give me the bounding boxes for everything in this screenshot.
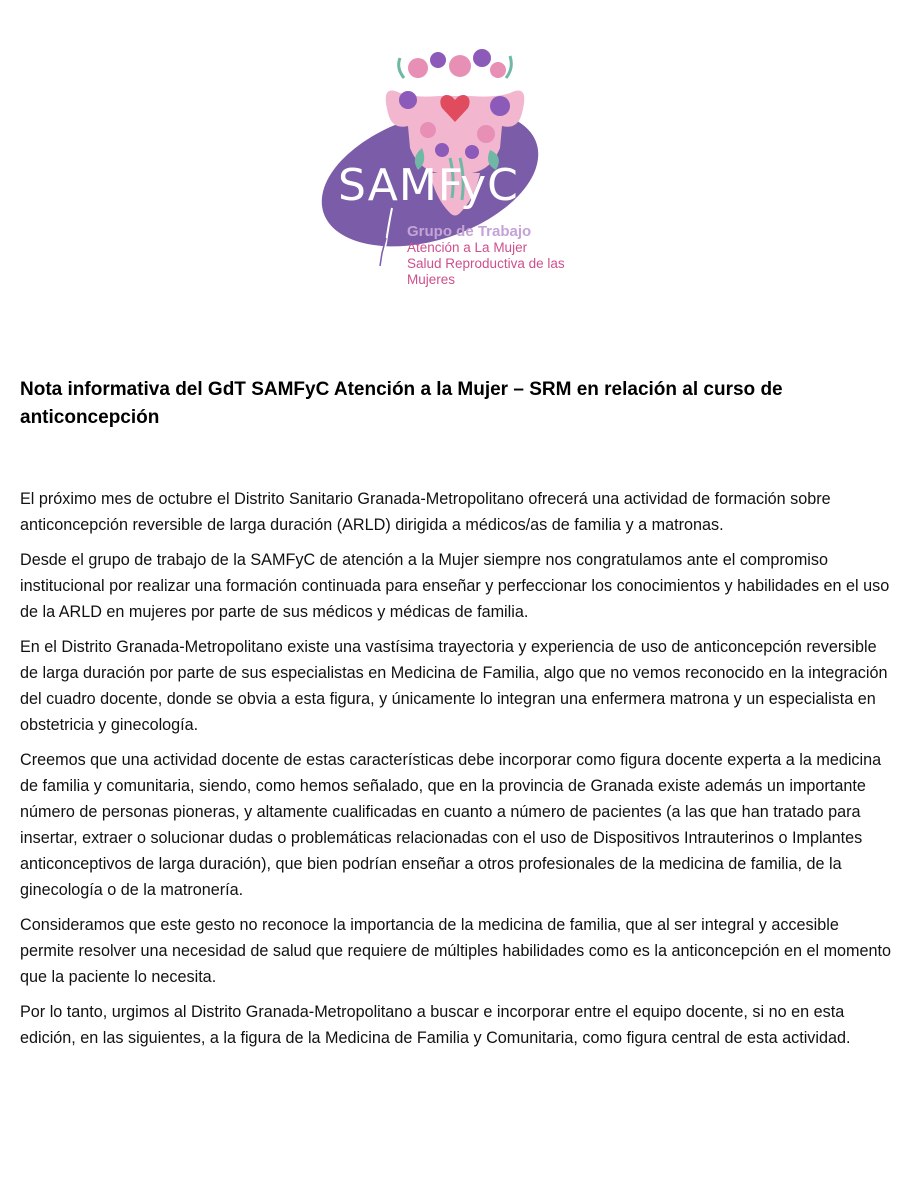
logo-group-title: Grupo de Trabajo (407, 223, 532, 240)
paragraph-1: El próximo mes de octubre el Distrito Sanitario Granada-Metropolitano ofrecerá una actividad de formación sobre anticoncepción reversible de larga duración (ARLD) dirigida a médicos/as de familia y a matronas. (20, 490, 831, 534)
logo-group-line-3: Mujeres (407, 272, 456, 287)
paragraph-4: Creemos que una actividad docente de estas características debe incorporar como figura docente experta a la medicina de familia y comunitaria, siendo, como hemos señalado, que en la provincia de Granada existe además un importante número de personas pioneras, y altamente cualificadas en cuanto a número de pacientes (a las que han tratado para insertar, extraer o solucionar dudas o problemáticas relacionadas con el uso de Dispositivos Intrauterinos o Implantes anticonceptivos de larga duración), que bien podrían enseñar a otros profesionales de la medicina de familia, de la ginecología o de la matronería. (20, 751, 882, 899)
logo-group-line-1: Atención a La Mujer (407, 240, 528, 255)
samfyc-logo (310, 38, 600, 296)
paragraph-2: Desde el grupo de trabajo de la SAMFyC de atención a la Mujer siempre nos congratulamos ante el compromiso institucional por realizar una formación continuada para enseñar y perfeccionar los conocimientos y habilidades en el uso de la ARLD en mujeres por parte de sus médicos y médicas de familia. (20, 551, 890, 621)
paragraph-5: Consideramos que este gesto no reconoce la importancia de la medicina de familia, que al ser integral y accesible permite resolver una necesidad de salud que requiere de múltiples habilidades como es la anticoncepción en el momento que la paciente lo necesita. (20, 916, 892, 986)
paragraph-3: En el Distrito Granada-Metropolitano existe una vastísima trayectoria y experiencia de uso de anticoncepción reversible de larga duración por parte de sus especialistas en Medicina de Familia, algo que no vemos reconocido en la integración del cuadro docente, donde se obvia a esta figura, y únicamente lo integran una enfermera matrona y un especialista en obstetricia y ginecología. (20, 638, 888, 734)
logo-group-line-2: Salud Reproductiva de las (407, 256, 565, 271)
document-body (20, 486, 892, 1060)
paragraph-6: Por lo tanto, urgimos al Distrito Granada-Metropolitano a buscar e incorporar entre el equipo docente, si no en esta edición, en las siguientes, a la figura de la Medicina de Familia y Comunitaria, como figura central de esta actividad. (20, 1003, 851, 1047)
document-title: Nota informativa del GdT SAMFyC Atención a la Mujer – SRM en relación al curso de anticoncepción (20, 379, 783, 428)
logo-wordmark: SAMFyC (338, 160, 519, 211)
